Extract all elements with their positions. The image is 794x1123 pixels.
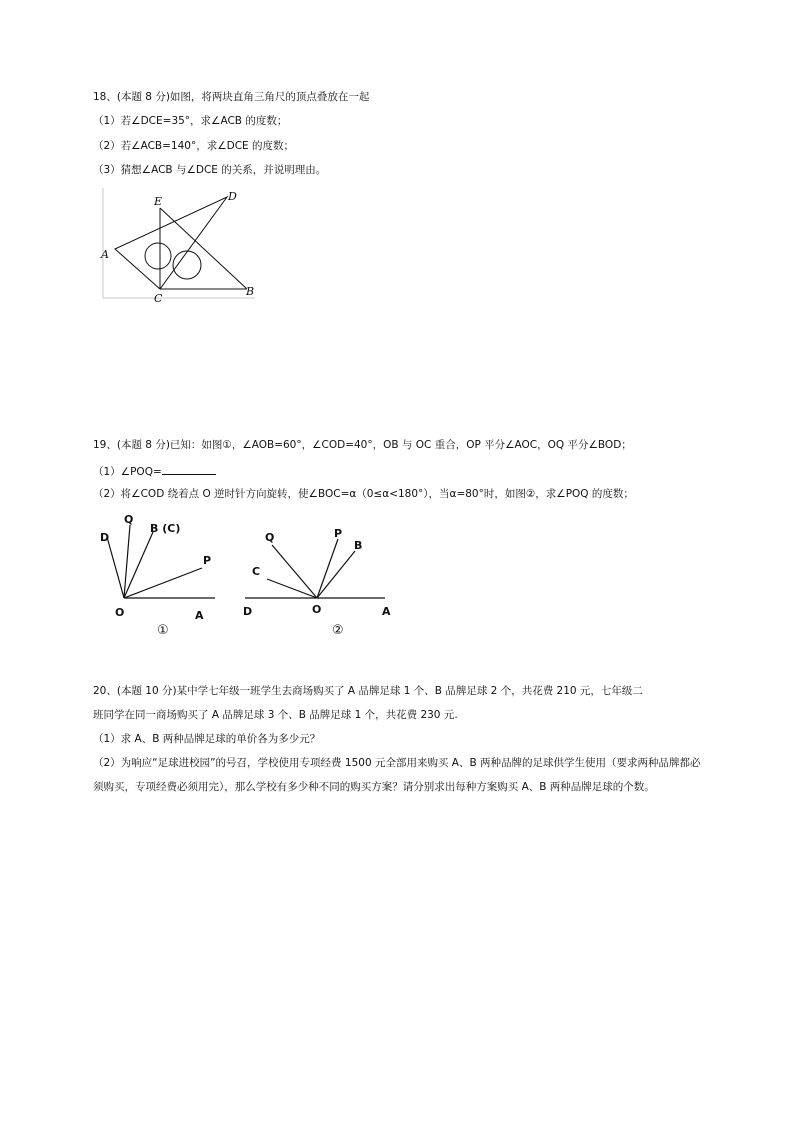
fig2-label-Q: Q <box>265 531 275 544</box>
q18-label-A: A <box>101 248 109 261</box>
fig1-label-D: D <box>100 531 110 544</box>
q19-part2: （2）将∠COD 绕着点 O 逆时针方向旋转，使∠BOC=α（0≤α<180°），当α=80°时，如图②，求∠POQ 的度数； <box>93 488 634 500</box>
q18-title: 18、(本题 8 分)如图，将两块直角三角尺的顶点叠放在一起 <box>93 91 370 103</box>
fig1-caption: ① <box>157 623 169 638</box>
fig1-label-O: O <box>115 606 125 619</box>
q19-title: 19、(本题 8 分)已知：如图①，∠AOB=60°，∠COD=40°，OB 与 OC 重合，OP 平分∠AOC，OQ 平分∠BOD； <box>93 439 632 451</box>
q20-title-line2: 班同学在同一商场购买了 A 品牌足球 3 个、B 品牌足球 1 个，共花费 230 元. <box>93 709 458 721</box>
answer-blank[interactable] <box>162 463 216 475</box>
fig1-label-BC: B (C) <box>150 522 181 535</box>
fig2-label-C: C <box>252 565 261 578</box>
q19-part1-text: （1）∠POQ= <box>93 466 162 478</box>
q20-part1: （1）求 A、B 两种品牌足球的单价各为多少元？ <box>93 733 321 745</box>
q18-label-D: D <box>228 190 237 203</box>
q20-part2: （2）为响应“足球进校园”的号召，学校使用专项经费 1500 元全部用来购买 A、B 两种品牌的足球供学生使用（要求两种品牌都必须购买，专项经费必须用完），那么学校有多少种不同的购买方案？请分别求出每种方案购买 A、B 两种品牌足球的个数。 <box>93 757 701 793</box>
fig2-label-D: D <box>243 605 253 618</box>
fig2-label-B: B <box>354 539 363 552</box>
q18-figure <box>95 185 275 310</box>
q19-part1 <box>93 463 216 479</box>
q20-title-line1: 20、(本题 10 分)某中学七年级一班学生去商场购买了 A 品牌足球 1 个、B 品牌足球 2 个，共花费 210 元，七年级二 <box>93 685 643 697</box>
q18-label-C: C <box>154 292 163 305</box>
fig2-label-O: O <box>312 603 322 616</box>
fig2-label-P: P <box>334 527 343 540</box>
fig1-label-P: P <box>203 554 212 567</box>
fig1-label-Q: Q <box>124 513 134 526</box>
q18-label-B: B <box>246 285 255 298</box>
fig2-caption: ② <box>332 623 344 638</box>
q18-part2: （2）若∠ACB=140°，求∠DCE 的度数； <box>93 140 295 152</box>
fig1-label-A: A <box>195 609 204 622</box>
q18-part1: （1）若∠DCE=35°，求∠ACB 的度数； <box>93 115 288 127</box>
q19-figure2 <box>240 512 400 640</box>
q19-figure1 <box>95 512 225 640</box>
q18-label-E: E <box>154 195 163 208</box>
fig2-label-A: A <box>382 605 391 618</box>
q18-part3: （3）猜想∠ACB 与∠DCE 的关系，并说明理由。 <box>93 164 327 176</box>
